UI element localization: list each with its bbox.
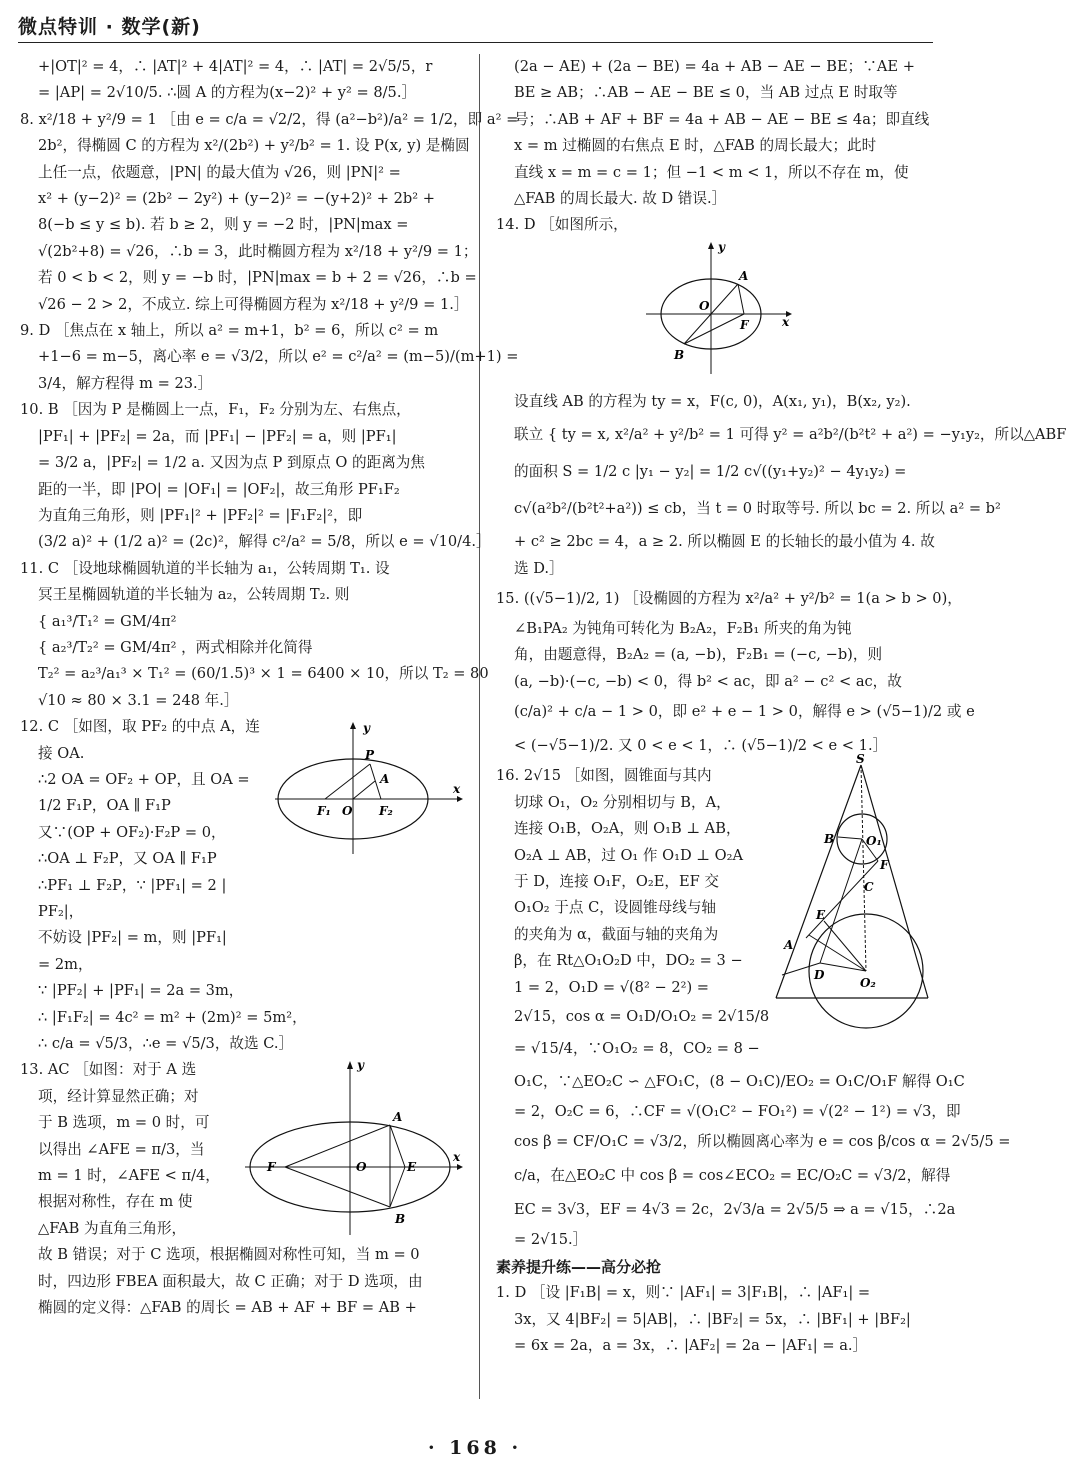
text-line: 椭圆的定义得：△FAB 的周长 = AB + AF + BF = AB + bbox=[38, 1299, 417, 1317]
point-O-label: O bbox=[699, 298, 710, 313]
point-F1-label: F₁ bbox=[317, 804, 331, 819]
problem-12 bbox=[20, 714, 460, 1057]
text-line: = 3/2 a，|PF₂| = 1/2 a. 又因为点 P 到原点 O 的距离为焦 bbox=[38, 454, 425, 472]
text-line: x² + (y−2)² = (2b² − 2y²) + (y−2)² = −(y+2)² + 2b² + bbox=[38, 190, 435, 208]
text-line: BE ≥ AB；∴AB − AE − BE ≤ 0，当 AB 过点 E 时取等 bbox=[514, 84, 898, 102]
problem-7-tail bbox=[20, 54, 460, 107]
text-line: △FAB 的周长最大. 故 D 错误.］ bbox=[514, 190, 727, 208]
text-line: 11. C ［设地球椭圆轨道的半长轴为 a₁，公转周期 T₁. 设 bbox=[20, 559, 390, 577]
left-column bbox=[20, 54, 519, 1322]
text-line: +1−6 = m−5，离心率 e = √3/2，所以 e² = c²/a² = (m−5)/(m+1) = bbox=[38, 348, 519, 366]
point-E-label: E bbox=[407, 1160, 417, 1175]
text-line: 1 = 2，O₁D = √(8² − 2²) = bbox=[514, 978, 710, 996]
point-D-label: D bbox=[814, 968, 825, 983]
text-line: 上任一点，依题意，|PN| 的最大值为 √26，则 |PN|² = bbox=[38, 163, 401, 181]
point-E-label: E bbox=[816, 908, 826, 923]
problem-13-continued bbox=[496, 54, 934, 212]
text-line: T₂² = a₂³/a₁³ × T₁² = (60/1.5)³ × 1 = 6400 × 10，所以 T₂ = 80 bbox=[38, 665, 489, 683]
figure-16-cone bbox=[766, 753, 936, 1012]
text-line: 切球 O₁，O₂ 分别相切与 B，A， bbox=[514, 793, 731, 811]
figure-12-ellipse bbox=[275, 719, 465, 868]
point-O2-label: O₂ bbox=[860, 976, 876, 991]
text-line: ∴OA ⊥ F₂P，又 OA ∥ F₁P bbox=[38, 850, 217, 868]
text-line: 10. B ［因为 P 是椭圆上一点，F₁，F₂ 分别为左、右焦点， bbox=[20, 401, 411, 419]
text-line: 14. D ［如图所示， bbox=[496, 216, 628, 234]
text-line: cos β = CF/O₁C = √3/2，所以椭圆离心率为 e = cos β/cos α = 2√5/5 = bbox=[514, 1133, 1011, 1151]
text-line: 选 D.］ bbox=[514, 559, 564, 577]
column-divider bbox=[479, 54, 480, 1399]
point-O-label: O bbox=[342, 804, 353, 819]
text-line: 以得出 ∠AFE = π/3，当 bbox=[38, 1140, 205, 1158]
problem-16 bbox=[496, 752, 1011, 1253]
text-line: (a, −b)·(−c, −b) < 0，得 b² < ac，即 a² − c² < ac，故 bbox=[514, 672, 902, 690]
point-A-label: A bbox=[380, 772, 390, 787]
text-line: 16. 2√15 ［如图，圆锥面与其内 bbox=[496, 767, 712, 785]
text-line: 接 OA. bbox=[38, 744, 85, 762]
text-line: 的夹角为 α，截面与轴的夹角为 bbox=[514, 925, 719, 943]
text-line: 距的一半，即 |PO| = |OF₁| = |OF₂|，故三角形 PF₁F₂ bbox=[38, 480, 400, 498]
text-line: β，在 Rt△O₁O₂D 中，DO₂ = 3 − bbox=[514, 952, 743, 970]
text-line: O₂A ⊥ AB，过 O₁ 作 O₁D ⊥ O₂A bbox=[514, 846, 744, 864]
figure-13-ellipse bbox=[245, 1057, 465, 1246]
text-line: = 2√15.］ bbox=[514, 1231, 588, 1249]
text-line: 号；∴AB + AF + BF = 4a + AB − AE − BE ≤ 4a；即直线 bbox=[514, 110, 930, 128]
point-S-label: S bbox=[856, 752, 865, 767]
figure-14-ellipse bbox=[646, 239, 934, 389]
point-C-label: C bbox=[864, 880, 874, 895]
text-line: = 2，O₂C = 6，∴CF = √(O₁C² − FO₁²) = √(2² − 1²) = √3，即 bbox=[514, 1102, 961, 1120]
text-line: c√(a²b²/(b²t²+a²)) ≤ cb，当 t = 0 时取等号. 所以 bc = 2. 所以 a² = b² bbox=[514, 500, 1001, 518]
text-line: 于 D，连接 O₁F，O₂E，EF 交 bbox=[514, 872, 719, 890]
text-line: 3x，又 4|BF₂| = 5|AB|，∴ |BF₂| = 5x，∴ |BF₁| + |BF₂| bbox=[514, 1310, 911, 1328]
problem-8 bbox=[20, 107, 519, 318]
text-line: = |AP| = 2√10/5. ∴圆 A 的方程为(x−2)² + y² = 8/5.］ bbox=[38, 84, 417, 102]
point-B-label: B bbox=[395, 1212, 406, 1227]
point-F2-label: F₂ bbox=[379, 804, 393, 819]
text-line: 3/4，解方程得 m = 23.］ bbox=[38, 374, 213, 392]
text-line: 1. D ［设 |F₁B| = x，则∵ |AF₁| = 3|F₁B|，∴ |AF₁| = bbox=[496, 1284, 871, 1302]
right-column bbox=[496, 54, 1066, 1359]
text-line: (3/2 a)² + (1/2 a)² = (2c)²，解得 c²/a² = 5/8，所以 e = √10/4.］ bbox=[38, 533, 491, 551]
axis-x-label: x bbox=[782, 314, 790, 329]
text-line: ∴ |F₁F₂| = 4c² = m² + (2m)² = 5m²， bbox=[38, 1008, 307, 1026]
text-line: 不妨设 |PF₂| = m，则 |PF₁| bbox=[38, 929, 227, 947]
page-number: · 168 · bbox=[427, 1437, 523, 1459]
text-line: 于 B 选项，m = 0 时，可 bbox=[38, 1114, 210, 1132]
text-line: △FAB 为直角三角形， bbox=[38, 1219, 187, 1237]
text-line: c/a，在△EO₂C 中 cos β = cos∠ECO₂ = EC/O₂C = √3/2，解得 bbox=[514, 1167, 951, 1185]
text-line: = √15/4，∵O₁O₂ = 8，CO₂ = 8 − bbox=[514, 1039, 760, 1057]
text-line: √10 ≈ 80 × 3.1 = 248 年.］ bbox=[38, 691, 239, 709]
problem-15 bbox=[496, 582, 975, 763]
section-quality-improvement bbox=[496, 1254, 934, 1360]
figure-13-svg bbox=[245, 1057, 465, 1237]
problem-9 bbox=[20, 318, 519, 397]
problem-10 bbox=[20, 397, 491, 555]
figure-14-svg bbox=[646, 239, 796, 379]
text-line: (c/a)² + c/a − 1 > 0，即 e² + e − 1 > 0，解得 e > (√5−1)/2 或 e bbox=[514, 703, 975, 721]
text-line: = 2m， bbox=[38, 955, 93, 973]
point-A-label: A bbox=[739, 268, 749, 283]
point-P-label: P bbox=[365, 748, 375, 763]
text-line: = 6x = 2a，a = 3x，∴ |AF₂| = 2a − |AF₁| = a.］ bbox=[514, 1336, 868, 1354]
text-line: 为直角三角形，则 |PF₁|² + |PF₂|² = |F₁F₂|²，即 bbox=[38, 506, 363, 524]
page-header bbox=[18, 8, 933, 43]
text-line: 角，由题意得，B₂A₂ = (a, −b)，F₂B₁ = (−c, −b)，则 bbox=[514, 646, 883, 664]
text-line: √(2b²+8) = √26，∴b = 3，此时椭圆方程为 x²/18 + y²/9 = 1； bbox=[38, 242, 478, 260]
text-line: ∴ c/a = √5/3，∴e = √5/3，故选 C.］ bbox=[38, 1035, 294, 1053]
text-line: O₁C，∵△EO₂C ∽ △FO₁C，(8 − O₁C)/EO₂ = O₁C/O₁F 解得 O₁C bbox=[514, 1072, 965, 1090]
text-line: 2√15，cos α = O₁D/O₁O₂ = 2√15/8 bbox=[514, 1007, 770, 1025]
text-line: 设直线 AB 的方程为 ty = x，F(c, 0)，A(x₁, y₁)，B(x₂, y₂). bbox=[514, 392, 911, 410]
text-line: 13. AC ［如图：对于 A 选 bbox=[20, 1061, 197, 1079]
point-F-label: F bbox=[880, 858, 889, 873]
point-A-label: A bbox=[784, 938, 794, 953]
point-F-label: F bbox=[740, 317, 749, 332]
text-line: 连接 O₁B，O₂A，则 O₁B ⊥ AB， bbox=[514, 820, 741, 838]
text-line: √26 − 2 > 2，不成立. 综上可得椭圆方程为 x²/18 + y²/9 = 1.］ bbox=[38, 295, 469, 313]
text-line: 冥王星椭圆轨道的半长轴为 a₂，公转周期 T₂. 则 bbox=[38, 586, 350, 604]
text-line: { a₂³/T₂² = GM/4π² ，两式相除并化简得 bbox=[38, 638, 313, 656]
text-line: 根据对称性，存在 m 使 bbox=[38, 1193, 193, 1211]
figure-16-svg bbox=[766, 753, 936, 1003]
point-O1-label: O₁ bbox=[866, 834, 882, 849]
text-line: 8(−b ≤ y ≤ b). 若 b ≥ 2，则 y = −2 时，|PN|max = bbox=[38, 216, 409, 234]
text-line: < (−√5−1)/2. 又 0 < e < 1，∴ (√5−1)/2 < e < 1.］ bbox=[514, 737, 888, 755]
text-line: 时，四边形 FBEA 面积最大，故 C 正确；对于 D 选项，由 bbox=[38, 1272, 423, 1290]
text-line: 联立 { ty = x, x²/a² + y²/b² = 1 可得 y² = a²b²/(b²t² + a²) = −y₁y₂，所以△ABF bbox=[514, 426, 1066, 444]
text-line: 项，经计算显然正确；对 bbox=[38, 1087, 199, 1105]
point-B-label: B bbox=[824, 832, 835, 847]
section-title: 素养提升练——高分必抢 bbox=[496, 1257, 662, 1276]
text-line: ∵ |PF₂| + |PF₁| = 2a = 3m， bbox=[38, 982, 244, 1000]
text-line: 直线 x = m = c = 1；但 −1 < m < 1，所以不存在 m，使 bbox=[514, 163, 909, 181]
text-line: + c² ≥ 2bc = 4，a ≥ 2. 所以椭圆 E 的长轴长的最小值为 4. 故 bbox=[514, 533, 935, 551]
text-line: { a₁³/T₁² = GM/4π² bbox=[38, 612, 177, 630]
text-line: (2a − AE) + (2a − BE) = 4a + AB − AE − BE；∵AE + bbox=[514, 58, 915, 75]
text-line: +|OT|² = 4，∴ |AT|² + 4|AT|² = 4，∴ |AT| = 2√5/5，r bbox=[38, 58, 433, 75]
figure-12-svg bbox=[275, 719, 465, 859]
text-line: |PF₁| + |PF₂| = 2a，而 |PF₁| − |PF₂| = a，则 |PF₁| bbox=[38, 427, 397, 445]
header-title: 微点特训 · 数学(新) bbox=[18, 16, 201, 38]
text-line: PF₂|， bbox=[38, 903, 84, 920]
text-line: 9. D ［焦点在 x 轴上，所以 a² = m+1，b² = 6，所以 c² = m bbox=[20, 322, 439, 340]
text-line: x = m 过椭圆的右焦点 E 时，△FAB 的周长最大；此时 bbox=[514, 137, 877, 155]
axis-y-label: y bbox=[718, 239, 725, 254]
text-line: 1/2 F₁P，OA ∥ F₁P bbox=[38, 797, 171, 815]
point-O-label: O bbox=[356, 1160, 367, 1175]
text-line: O₁O₂ 于点 C，设圆锥母线与轴 bbox=[514, 899, 717, 917]
axis-y-label: y bbox=[363, 721, 370, 736]
text-line: ∠B₁PA₂ 为钝角可转化为 B₂A₂，F₂B₁ 所夹的角为钝 bbox=[514, 620, 852, 638]
text-line: 又∵(OP + OF₂)·F₂P = 0， bbox=[38, 823, 226, 841]
text-line: 15. ((√5−1)/2, 1) ［设椭圆的方程为 x²/a² + y²/b² = 1(a > b > 0)， bbox=[496, 590, 962, 608]
text-line: ∴PF₁ ⊥ F₂P，∵ |PF₁| = 2 | bbox=[38, 876, 227, 894]
text-line: 2b²，得椭圆 C 的方程为 x²/(2b²) + y²/b² = 1. 设 P(x, y) 是椭圆 bbox=[38, 137, 470, 155]
point-A-label: A bbox=[393, 1110, 403, 1125]
problem-11 bbox=[20, 556, 489, 714]
text-line: m = 1 时，∠AFE < π/4， bbox=[38, 1167, 220, 1185]
text-line: ∴2 OA = OF₂ + OP，且 OA = bbox=[38, 770, 250, 788]
point-F-label: F bbox=[267, 1160, 276, 1175]
text-line: 故 B 错误；对于 C 选项，根据椭圆对称性可知，当 m = 0 bbox=[38, 1246, 420, 1264]
axis-x-label: x bbox=[453, 1150, 461, 1165]
text-line: 8. x²/18 + y²/9 = 1 ［由 e = c/a = √2/2，得 (a²−b²)/a² = 1/2，即 a² = bbox=[20, 110, 519, 128]
text-line: EC = 3√3，EF = 4√3 = 2c，2√3/a = 2√5/5 ⇒ a = √15，∴2a bbox=[514, 1201, 956, 1219]
text-line: 若 0 < b < 2，则 y = −b 时，|PN|max = b + 2 = √26，∴b = bbox=[38, 269, 477, 287]
point-B-label: B bbox=[674, 347, 685, 362]
text-line: 12. C ［如图，取 PF₂ 的中点 A，连 bbox=[20, 718, 260, 736]
text-line: 的面积 S = 1/2 c |y₁ − y₂| = 1/2 c√((y₁+y₂)² − 4y₁y₂) = bbox=[514, 463, 907, 481]
problem-14 bbox=[496, 212, 1066, 582]
axis-y-label: y bbox=[357, 1058, 364, 1073]
axis-x-label: x bbox=[453, 782, 461, 797]
problem-13 bbox=[20, 1057, 460, 1321]
